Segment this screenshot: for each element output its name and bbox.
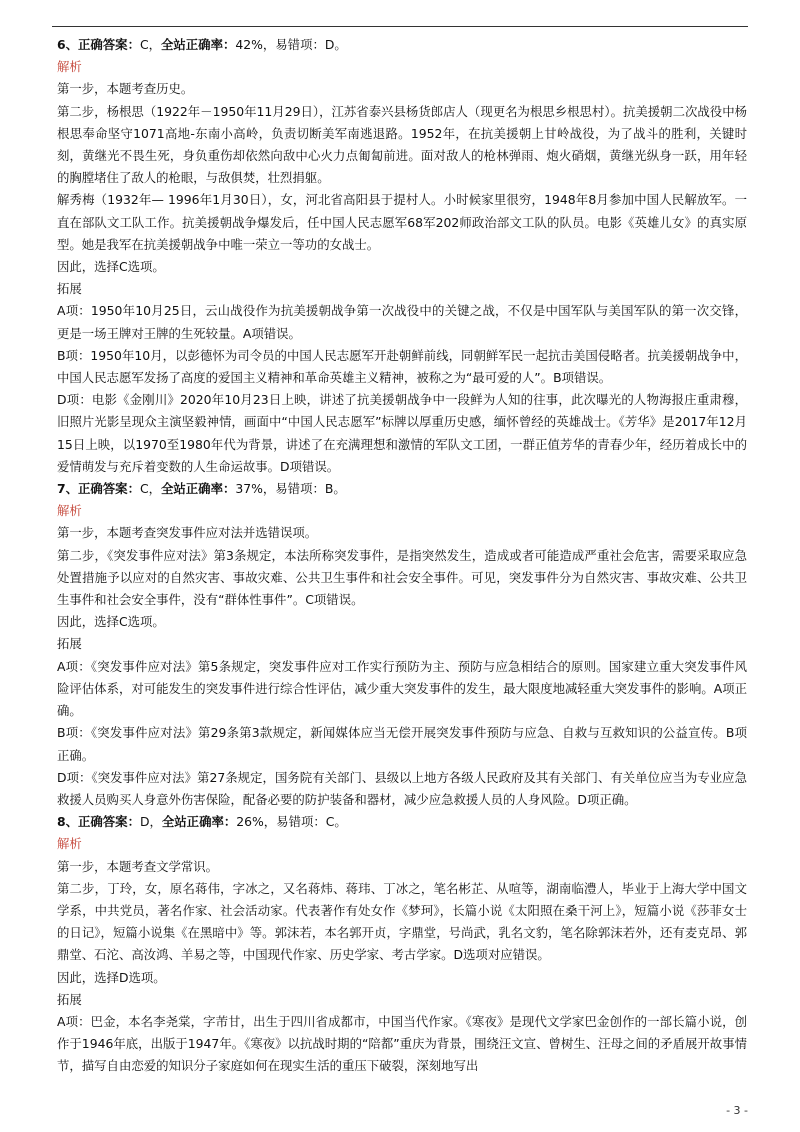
q8-step1: 第一步，本题考查文学常识。 — [57, 858, 219, 874]
q6-step2: 第二步，杨根思（1922年－1950年11月29日），江苏省泰兴县杨货郎店人（现更名为根思乡根思村）。抗美援朝二次战役中杨根思奉命坚守1071高地-东南小高岭，负责切断美军南逃退路。1952年，在抗美援朝上甘岭战役，为了战斗的胜利，关键时刻，黄继光不畏生死，身负重伤却依然向敌中心火力点匍匐前进。面对敌人的枪林弹雨、炮火硝烟，黄继光纵身一跃，用年轻的胸膛堵住了敌人的枪眼，与敌俱焚，壮烈捐躯。 — [57, 103, 747, 186]
q6-option-a: A项：1950年10月25日，云山战役作为抗美援朝战争第一次战役中的关键之战，不仅是中国军队与美国军队的第一次交锋，更是一场王牌对王牌的生死较量。A项错误。 — [57, 303, 747, 341]
q7-step1: 第一步，本题考查突发事件应对法并选错误项。 — [57, 525, 318, 541]
q8-option-a: A项：巴金，本名李尧棠，字芾甘，出生于四川省成都市，中国当代作家。《寒夜》是现代文学家巴金创作的一部长篇小说，创作于1946年底，出版于1947年。《寒夜》以抗战时期的“陪都”重庆为背景，围绕汪文宣、曾树生、汪母之间的矛盾展开故事情节，描写自由恋爱的知识分子家庭如何在现实生活的重压下破裂，深刻地写出 — [57, 1013, 747, 1074]
q8-analysis-label: 解析 — [57, 836, 82, 852]
q6-step3: 解秀梅（1932年— 1996年1月30日），女，河北省高阳县于提村人。小时候家里很穷，1948年8月参加中国人民解放军。一直在部队文工队工作。抗美援朝战争爆发后，任中国人民志愿军68军202师政治部文工队的队员。电影《英雄儿女》的真实原型。她是我军在抗美援朝战争中唯一荣立一等功的女战士。 — [57, 192, 747, 252]
q8-step2: 第二步，丁玲，女，原名蒋伟，字冰之，又名蒋炜、蒋玮、丁冰之，笔名彬芷、从喧等，湖南临澧人，毕业于上海大学中国文学系，中共党员，著名作家、社会活动家。代表著作有处女作《梦珂》，长篇小说《太阳照在桑干河上》，短篇小说《莎菲女士的日记》，短篇小说集《在黑暗中》等。郭沫若，本名郭开贞，字鼎堂，号尚武，乳名文豹，笔名除郭沫若外，还有麦克昂、郭鼎堂、石沱、高汝鸿、羊易之等，中国现代作家、历史学家、考古学家。D选项对应错误。 — [57, 880, 747, 963]
q7-heading: 7、正确答案：C，全站正确率：37%，易错项：B。 — [57, 481, 346, 497]
q7-conclusion: 因此，选择C选项。 — [57, 614, 165, 630]
q8-expand-label: 拓展 — [57, 991, 82, 1007]
q7-expand-label: 拓展 — [57, 636, 82, 652]
q7-option-b: B项：《突发事件应对法》第29条第3款规定，新闻媒体应当无偿开展突发事件预防与应急、自救与互救知识的公益宣传。B项正确。 — [57, 725, 747, 763]
header-rule — [52, 26, 748, 27]
q6-step1: 第一步，本题考查历史。 — [57, 81, 194, 97]
q6-option-d: D项：电影《金刚川》2020年10月23日上映，讲述了抗美援朝战争中一段鲜为人知的往事，此次曝光的人物海报庄重肃穆，旧照片光影呈现众主演坚毅神情，画面中“中国人民志愿军”标牌以厚重历史感，缅怀曾经的英雄战士。《芳华》是2017年12月15日上映，以1970至1980年代为背景，讲述了在充满理想和激情的军队文工团，一群正值芳华的青春少年，经历着成长中的爱情萌发与充斥着变数的人生命运故事。D项错误。 — [57, 392, 747, 474]
q7-analysis-label: 解析 — [57, 503, 82, 519]
q7-option-d: D项：《突发事件应对法》第27条规定，国务院有关部门、县级以上地方各级人民政府及其有关部门、有关单位应当为专业应急救援人员购买人身意外伤害保险，配备必要的防护装备和器材，减少应急救援人员的人身风险。D项正确。 — [57, 769, 747, 807]
q6-heading: 6、正确答案：C，全站正确率：42%，易错项：D。 — [57, 37, 347, 52]
document-body — [57, 34, 747, 1078]
q6-option-b: B项：1950年10月，以彭德怀为司令员的中国人民志愿军开赴朝鲜前线，同朝鲜军民一起抗击美国侵略者。抗美援朝战争中，中国人民志愿军发扬了高度的爱国主义精神和革命英雄主义精神，被称之为“最可爱的人”。B项错误。 — [57, 347, 747, 386]
q7-step2: 第二步，《突发事件应对法》第3条规定，本法所称突发事件，是指突然发生，造成或者可能造成严重社会危害，需要采取应急处置措施予以应对的自然灾害、事故灾难、公共卫生事件和社会安全事件。可见，突发事件分为自然灾害、事故灾难、公共卫生事件和社会安全事件，没有“群体性事件”。C项错误。 — [57, 547, 747, 608]
q6-conclusion: 因此，选择C选项。 — [57, 259, 165, 275]
q6-analysis-label: 解析 — [57, 59, 82, 75]
q7-option-a: A项：《突发事件应对法》第5条规定，突发事件应对工作实行预防为主、预防与应急相结合的原则。国家建立重大突发事件风险评估体系，对可能发生的突发事件进行综合性评估，减少重大突发事件的发生，最大限度地减轻重大突发事件的影响。A项正确。 — [57, 658, 747, 719]
page-number: - 3 - — [726, 1104, 748, 1117]
q8-heading: 8、正确答案：D，全站正确率：26%，易错项：C。 — [57, 814, 347, 830]
q6-expand-label: 拓展 — [57, 281, 82, 297]
q8-conclusion: 因此，选择D选项。 — [57, 969, 166, 985]
